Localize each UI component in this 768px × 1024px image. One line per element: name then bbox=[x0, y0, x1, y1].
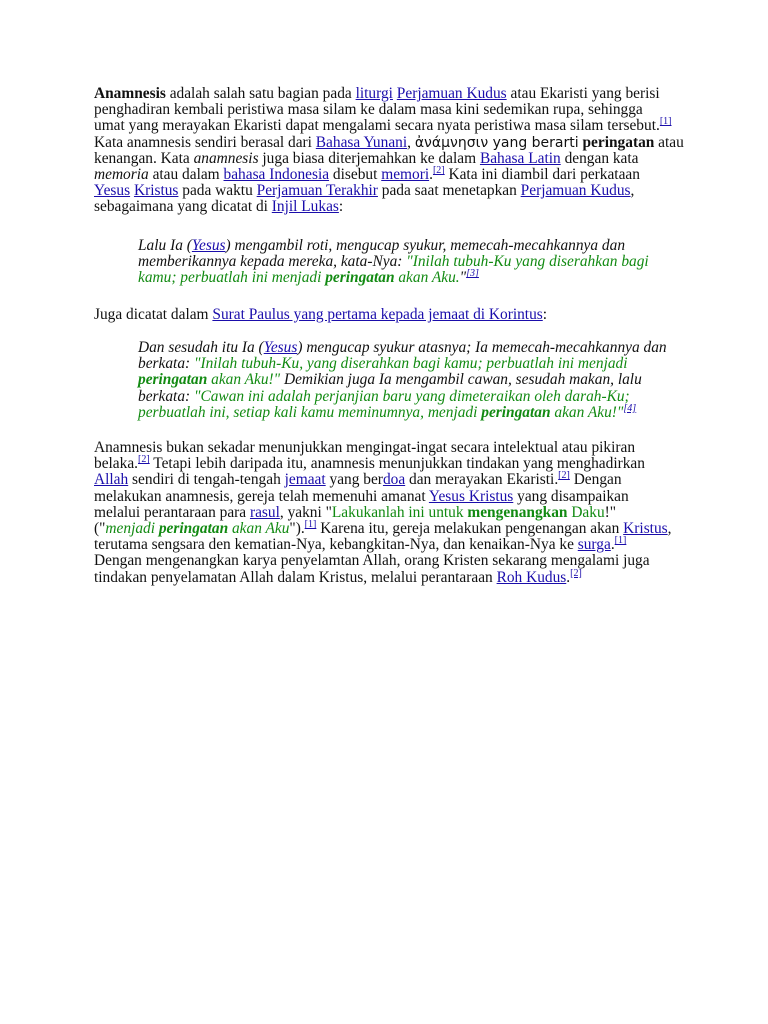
term-peringatan: peringatan bbox=[138, 371, 208, 389]
link-yesus[interactable]: Yesus bbox=[263, 339, 298, 356]
link-yesus-kristus[interactable]: Yesus Kristus bbox=[428, 487, 514, 505]
term-anamnesis: Anamnesis bbox=[94, 85, 166, 102]
greek-text: ἀνάμνησιν yang berarti bbox=[414, 134, 579, 151]
link-roh-kudus[interactable]: Roh Kudus bbox=[496, 568, 567, 586]
term-peringatan: peringatan bbox=[325, 269, 395, 287]
link-yesus[interactable]: Yesus bbox=[191, 237, 226, 254]
footnote-ref[interactable]: [2] bbox=[432, 164, 445, 176]
link-perjamuan-terakhir[interactable]: Perjamuan Terakhir bbox=[256, 182, 378, 200]
link-yesus[interactable]: Yesus bbox=[94, 182, 131, 200]
footnote-ref[interactable]: [4] bbox=[623, 402, 637, 414]
link-perjamuan-kudus[interactable]: Perjamuan Kudus bbox=[520, 182, 631, 200]
link-kristus[interactable]: Kristus bbox=[623, 520, 668, 538]
korintus-paragraph: Juga dicatat dalam Surat Paulus yang pertama kepada jemaat di Korintus: bbox=[94, 306, 548, 323]
footnote-ref[interactable]: [1] bbox=[304, 518, 317, 530]
intro-paragraph: Anamnesis adalah salah satu bagian pada liturgi Perjamuan Kudus atau Ekaristi yang berisi penghadiran kembali peristiwa masa silam ke dalam masa kini sedemikan rupa, sehingga umat yang merayakan Ekaristi dapat mengalami secara nyata peristiwa masa silam tersebut.[1] Kata anamnesis sendiri berasal dari Bahasa Yunani, ἀνάμνησιν yang berarti peringatan atau kenangan. Kata anamnesis juga biasa diterjemahkan ke dalam Bahasa Latin dengan kata memoria atau dalam bahasa Indonesia disebut memori.[2] Kata ini diambil dari perkataan Yesus Kristus pada waktu Perjamuan Terakhir pada saat menetapkan Perjamuan Kudus, sebagaimana yang dicatat di Injil Lukas: bbox=[94, 86, 694, 216]
link-surat-korintus[interactable]: Surat Paulus yang pertama kepada jemaat di Korintus bbox=[212, 306, 543, 323]
quote-lukas: Lalu Ia (Yesus) mengambil roti, mengucap syukur, memecah-mecahkannya dan memberikannya kepada mereka, kata-Nya: "Inilah tubuh-Ku yang diserahkan bagi kamu; perbuatlah ini menjadi peringatan akan Aku."[3] bbox=[138, 237, 649, 287]
footnote-ref[interactable]: [3] bbox=[466, 268, 479, 280]
link-bahasa-indonesia[interactable]: bahasa Indonesia bbox=[223, 166, 330, 184]
term-peringatan: peringatan bbox=[582, 133, 655, 151]
term-peringatan: peringatan bbox=[481, 403, 551, 421]
term-mengenangkan: mengenangkan bbox=[467, 503, 568, 521]
text-line: penghadiran kembali peristiwa masa silam ke dalam masa kini sedemikan rupa, sehingga bbox=[94, 101, 643, 119]
link-memori[interactable]: memori bbox=[381, 166, 430, 184]
link-allah[interactable]: Allah bbox=[94, 471, 129, 489]
footnote-ref[interactable]: [2] bbox=[558, 470, 570, 482]
text-line: Dengan mengenangkan karya penyelamtan Allah, orang Kristen sekarang mengalami juga bbox=[94, 552, 650, 570]
term-peringatan: peringatan bbox=[158, 520, 229, 538]
link-doa[interactable]: doa bbox=[382, 471, 406, 489]
link-liturgi[interactable]: liturgi bbox=[355, 85, 393, 102]
link-bahasa-latin[interactable]: Bahasa Latin bbox=[479, 149, 561, 167]
link-rasul[interactable]: rasul bbox=[249, 503, 280, 521]
link-injil-lukas[interactable]: Injil Lukas bbox=[271, 198, 339, 216]
closing-paragraph: Anamnesis bukan sekadar menunjukkan mengingat-ingat secara intelektual atau pikiran belaka.[2] Tetapi lebih daripada itu, anamnesis menunjukkan tindakan yang menghadirkan Allah sendiri di tengah-tengah jemaat yang berdoa dan merayakan Ekaristi.[2] Dengan melakukan anamnesis, gereja telah memenuhi amanat Yesus Kristus yang disampaikan melalui perantaraan para rasul, yakni "Lakukanlah ini untuk mengenangkan Daku!" ("menjadi peringatan akan Aku").[1] Karena itu, gereja melakukan pengenangan akan Kristus, terutama sengsara den kematian-Nya, kebangkitan-Nya, dan kenaikan-Nya ke surga.[1] Dengan mengenangkan karya penyelamtan Allah, orang Kristen sekarang mengalami juga tindakan penyelamatan Allah dalam Kristus, melalui perantaraan Roh Kudus.[2] bbox=[94, 440, 694, 586]
quote-korintus: Dan sesudah itu Ia (Yesus) mengucap syukur atasnya; Ia memecah-mecahkannya dan berkata: "Inilah tubuh-Ku, yang diserahkan bagi kamu; perbuatlah ini menjadi peringatan akan Aku!" Demikian juga Ia mengambil cawan, sesudah makan, lalu berkata: "Cawan ini adalah perjanjian baru yang dimeteraikan oleh darah-Ku; perbuatlah ini, setiap kali kamu meminumnya, menjadi peringatan akan Aku!"[4] bbox=[138, 339, 667, 421]
link-kristus[interactable]: Kristus bbox=[133, 182, 179, 200]
footnote-ref[interactable]: [2] bbox=[570, 567, 582, 579]
link-surga[interactable]: surga bbox=[577, 536, 611, 554]
footnote-ref[interactable]: [2] bbox=[138, 454, 150, 466]
text-line: Anamnesis bukan sekadar menunjukkan mengingat-ingat secara intelektual atau pikiran bbox=[94, 439, 636, 456]
link-perjamuan-kudus[interactable]: Perjamuan Kudus bbox=[396, 85, 507, 102]
link-jemaat[interactable]: jemaat bbox=[284, 471, 326, 489]
link-bahasa-yunani[interactable]: Bahasa Yunani bbox=[315, 133, 408, 151]
footnote-ref[interactable]: [1] bbox=[614, 535, 627, 547]
footnote-ref[interactable]: [1] bbox=[659, 116, 672, 128]
